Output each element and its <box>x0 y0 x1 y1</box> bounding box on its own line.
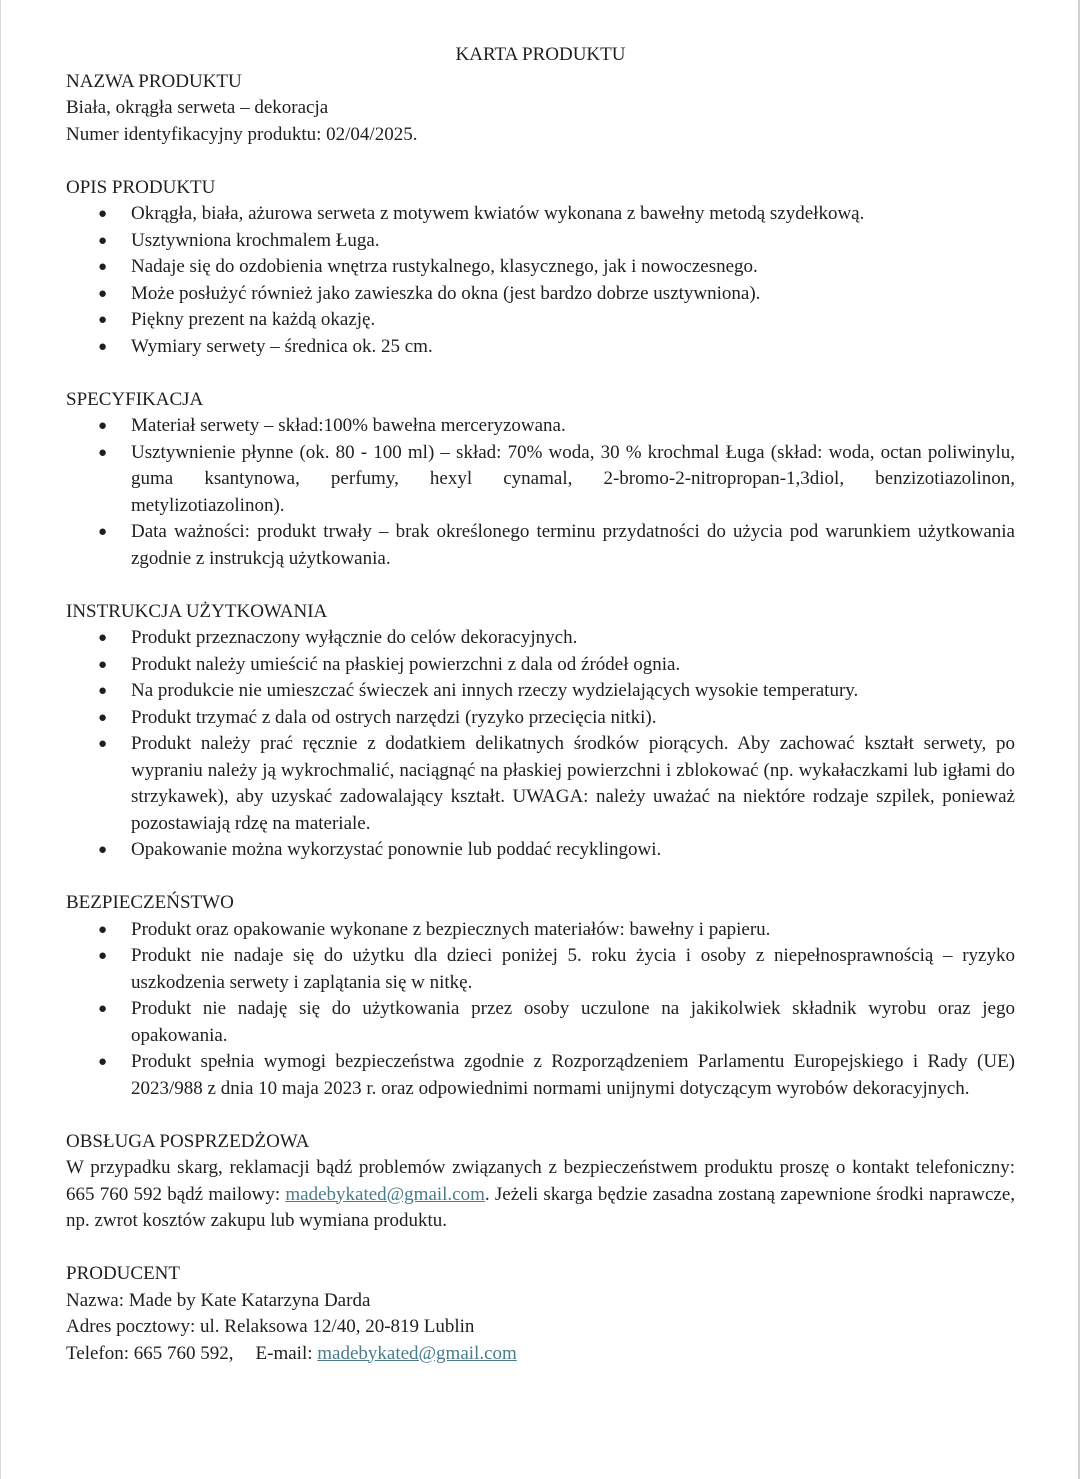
bullet-icon: ● <box>98 736 108 752</box>
bullet-icon: ● <box>98 683 108 699</box>
list-item: ● Produkt należy umieścić na płaskiej powierzchni z dala od źródeł ognia. <box>66 652 1015 679</box>
list-item: ● Produkt oraz opakowanie wykonane z bezpiecznych materiałów: bawełny i papieru. <box>66 917 1015 944</box>
list-item: ● Materiał serwety – skład:100% bawełna merceryzowana. <box>66 413 1015 440</box>
safety-list <box>66 917 1015 1103</box>
list-item: ● Piękny prezent na każdą okazję. <box>66 307 1015 334</box>
list-item: ● Może posłużyć również jako zawieszka do okna (jest bardzo dobrze usztywniona). <box>66 281 1015 308</box>
producer-phone: Telefon: 665 760 592, <box>66 1342 234 1364</box>
bullet-icon: ● <box>98 312 108 328</box>
section-heading-producer: PRODUCENT <box>66 1263 181 1284</box>
bullet-icon: ● <box>98 656 108 673</box>
bullet-icon: ● <box>98 630 108 646</box>
list-item: ● Usztywniona krochmalem Ługa. <box>66 228 1015 255</box>
list-item: ● Usztywnienie płynne (ok. 80 - 100 ml) – skład: 70% woda, 30 % krochmal Ługa (skład: woda, octan poliwinylu, guma ksantynowa, perfumy, hexyl cynamal, 2-bromo-2-nitropropan-1,3diol, benzizotiazolinon, metylizotiazolinon). <box>98 441 1015 516</box>
after-sales-paragraph: W przypadku skarg, reklamacji bądź problemów związanych z bezpieczeństwem produktu proszę o kontakt telefoniczny: 665 760 592 bądź mailowy: madebykated@gmail.com. Jeżeli skarga będzie zasadna zostaną zapewnione środki naprawcze, np. zwrot kosztów zakupu lub wymiana produktu. <box>66 1157 1015 1231</box>
section-heading-instructions: INSTRUKCJA UŻYTKOWANIA <box>66 600 328 622</box>
bullet-icon: ● <box>98 259 108 275</box>
document-title: KARTA PRODUKTU <box>455 44 626 65</box>
description-list <box>66 201 1015 360</box>
list-item: ● Na produkcie nie umieszczać świeczek ani innych rzeczy wydzielających wysokie temperatury. <box>66 678 1015 705</box>
list-item: ● Wymiary serwety – średnica ok. 25 cm. <box>66 334 1015 361</box>
bullet-icon: ● <box>98 206 108 222</box>
producer-email-link[interactable]: madebykated@gmail.com <box>317 1342 517 1364</box>
instructions-list <box>66 625 1015 864</box>
page-edge-left <box>0 0 1 1479</box>
list-item: ● Opakowanie można wykorzystać ponownie lub poddać recyklingowi. <box>66 837 1015 864</box>
after-sales-email-link[interactable]: madebykated@gmail.com <box>285 1183 485 1205</box>
producer-contact <box>66 1341 1015 1368</box>
specification-list <box>66 413 1015 572</box>
producer-name: Nazwa: Made by Kate Katarzyna Darda <box>66 1289 371 1311</box>
list-item: ● Okrągła, biała, ażurowa serweta z motywem kwiatów wykonana z bawełny metodą szydełkową. <box>66 201 1015 228</box>
list-item: ● Produkt przeznaczony wyłącznie do celów dekoracyjnych. <box>66 625 1015 652</box>
bullet-icon: ● <box>98 444 108 461</box>
list-item: ● Produkt trzymać z dala od ostrych narzędzi (ryzyko przecięcia nitki). <box>66 705 1015 732</box>
section-heading-specification: SPECYFIKACJA <box>66 388 204 410</box>
document-page <box>66 42 1015 1367</box>
bullet-icon: ● <box>98 709 108 726</box>
list-item: ● Produkt należy prać ręcznie z dodatkiem delikatnych środków piorących. Aby zachować kształt serwety, po wypraniu należy ją wykrochmalić, naciągnąć na płaskiej powierzchni i zblokować (np. wykałaczkami lub igłami do strzykawek), aby uzyskać zadowalający kształt. UWAGA: należy uważać na niektóre rodzaje szpilek, ponieważ pozostawiają rdzę na materiale. <box>98 733 1015 834</box>
bullet-icon: ● <box>98 232 108 249</box>
bullet-icon: ● <box>98 338 108 355</box>
list-item: ● Produkt nie nadaję się do użytkowania przez osoby uczulone na jakikolwiek składnik wyrobu oraz jego opakowania. <box>98 998 1015 1046</box>
bullet-icon: ● <box>98 948 108 964</box>
list-item: ● Produkt spełnia wymogi bezpieczeństwa zgodnie z Rozporządzeniem Parlamentu Europejskiego i Rady (UE) 2023/988 z dnia 10 maja 2023 r. oraz odpowiednimi normami unijnymi dotyczącym wyrobów dekoracyjnych. <box>98 1051 1015 1099</box>
product-name: Biała, okrągła serweta – dekoracja <box>66 97 329 118</box>
bullet-icon: ● <box>98 1054 108 1070</box>
producer-email-label: E-mail: <box>255 1342 318 1364</box>
bullet-icon: ● <box>98 921 108 938</box>
product-id: Numer identyfikacyjny produktu: 02/04/2025. <box>66 123 418 145</box>
section-heading-description: OPIS PRODUKTU <box>66 176 216 198</box>
bullet-icon: ● <box>98 842 108 858</box>
section-heading-product-name: NAZWA PRODUKTU <box>66 70 242 92</box>
bullet-icon: ● <box>98 285 108 302</box>
section-heading-after-sales: OBSŁUGA POSPRZEDŻOWA <box>66 1130 310 1152</box>
bullet-icon: ● <box>98 1001 108 1017</box>
list-item: ● Nadaje się do ozdobienia wnętrza rustykalnego, klasycznego, jak i nowoczesnego. <box>66 254 1015 281</box>
list-item: ● Produkt nie nadaje się do użytku dla dzieci poniżej 5. roku życia i osoby z niepełnosprawnością – ryzyko uszkodzenia serwety i zaplątania się w nitkę. <box>98 945 1015 993</box>
list-item: ● Data ważności: produkt trwały – brak określonego terminu przydatności do użycia pod warunkiem użytkowania zgodnie z instrukcją użytkowania. <box>98 521 1015 569</box>
bullet-icon: ● <box>98 418 108 434</box>
bullet-icon: ● <box>98 524 108 540</box>
producer-address: Adres pocztowy: ul. Relaksowa 12/40, 20-819 Lublin <box>66 1316 475 1337</box>
section-heading-safety: BEZPIECZEŃSTWO <box>66 892 234 913</box>
